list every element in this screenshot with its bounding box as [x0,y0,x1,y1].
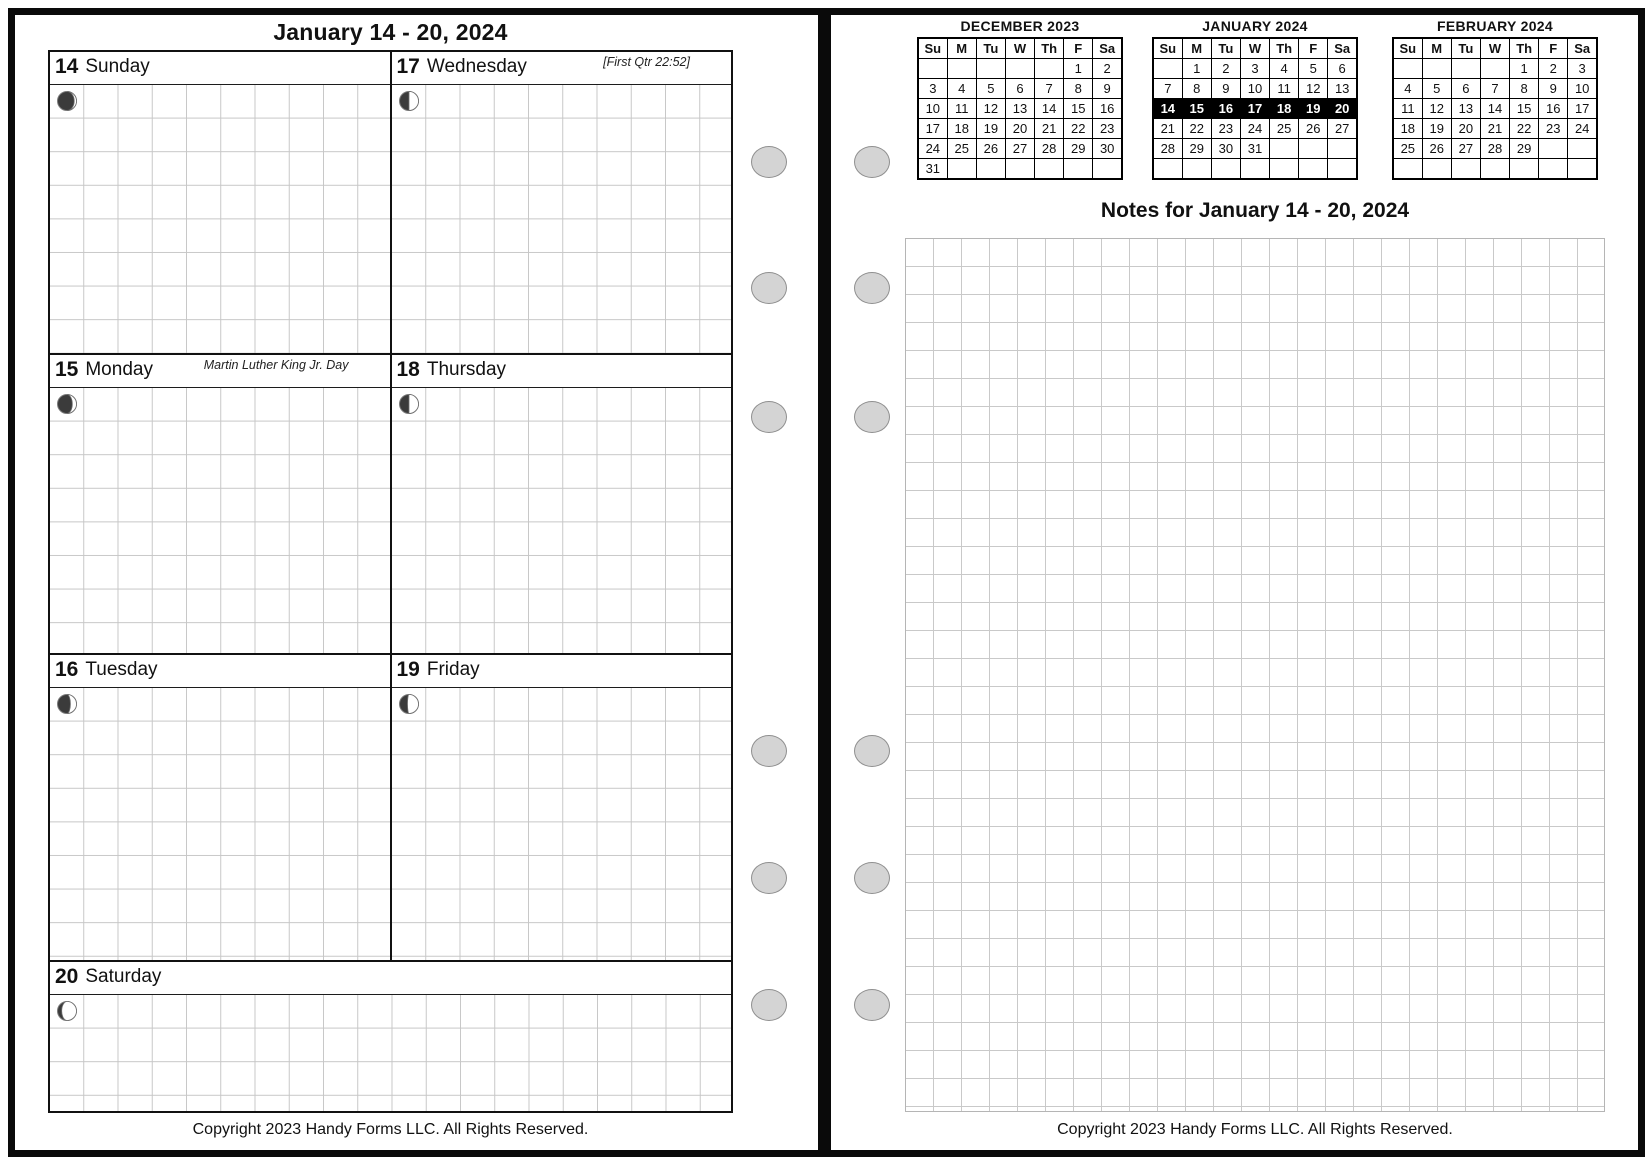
binder-hole-left-6 [751,989,787,1021]
calendar-day-cell [1539,139,1568,159]
week-row [918,139,1122,159]
calendar-day-cell: 11 [947,99,976,119]
calendar-day-cell: 22 [1510,119,1539,139]
calendar-day-cell: 7 [1153,79,1182,99]
day-header [392,655,732,688]
mini-calendar-table [1392,37,1598,180]
mini-calendar-table [917,37,1123,180]
day-number: 17 [396,55,420,78]
day-header [50,962,731,995]
week-row [1393,139,1597,159]
mini-calendar-title: DECEMBER 2023 [960,18,1080,34]
week-title: January 14 - 20, 2024 [273,19,508,45]
day-number: 14 [55,55,79,78]
weekday-header: Th [1035,38,1064,59]
calendar-day-cell: 15 [1064,99,1093,119]
weekday-header: Su [918,38,947,59]
calendar-day-cell: 2 [1093,59,1122,79]
calendar-day-cell: 30 [1093,139,1122,159]
calendar-day-cell: 13 [1005,99,1034,119]
calendar-day-cell: 31 [918,159,947,180]
calendar-day-cell: 22 [1182,119,1211,139]
weekday-header: W [1480,38,1509,59]
calendar-day-cell [1153,59,1182,79]
mini-calendar-december-2023 [917,18,1123,180]
calendar-day-cell [1064,159,1093,180]
week-row [918,79,1122,99]
calendar-day-cell [918,59,947,79]
calendar-day-cell [947,159,976,180]
mini-calendar-february-2024 [1392,18,1598,180]
mini-calendar-january-2024 [1152,18,1358,180]
day-name: Saturday [85,966,162,987]
mini-calendar-title: JANUARY 2024 [1202,18,1308,34]
weekday-header: M [1422,38,1451,59]
day-number: 16 [55,658,79,681]
calendar-day-cell: 6 [1005,79,1034,99]
day-header [50,355,390,388]
calendar-day-cell: 5 [1299,59,1328,79]
binder-hole-right-1 [854,146,890,178]
weekday-header: Sa [1093,38,1122,59]
calendar-day-cell [1299,139,1328,159]
calendar-day-cell [1005,59,1034,79]
binder-hole-right-4 [854,735,890,767]
weekday-header: Sa [1328,38,1357,59]
calendar-day-cell: 1 [1510,59,1539,79]
calendar-day-cell: 21 [1480,119,1509,139]
week-row [1153,79,1357,99]
week-row [918,159,1122,180]
weekday-header: M [1182,38,1211,59]
calendar-day-cell [1153,159,1182,180]
week-row [1153,139,1357,159]
calendar-day-cell: 16 [1093,99,1122,119]
calendar-day-cell: 6 [1328,59,1357,79]
calendar-day-cell: 3 [1568,59,1597,79]
calendar-day-cell: 8 [1182,79,1211,99]
week-row [1393,79,1597,99]
weekly-grid [48,50,733,1113]
week-row [1153,159,1357,180]
calendar-day-cell [1451,159,1480,180]
calendar-day-cell: 23 [1539,119,1568,139]
week-row [918,99,1122,119]
calendar-day-cell: 28 [1480,139,1509,159]
week-row [1153,59,1357,79]
calendar-day-cell [976,59,1005,79]
weekday-header: Su [1393,38,1422,59]
calendar-day-cell: 18 [1270,99,1299,119]
highlighted-week-row [1153,99,1357,119]
week-row [1393,99,1597,119]
day-grid-area [392,688,732,960]
calendar-day-cell: 8 [1064,79,1093,99]
day-header [392,355,732,388]
week-row [1393,59,1597,79]
page-spine-divider [818,15,831,1150]
first-quarter-moon-icon [398,90,420,112]
calendar-day-cell: 28 [1035,139,1064,159]
day-grid-area [392,388,732,653]
calendar-day-cell: 23 [1093,119,1122,139]
calendar-day-cell [1093,159,1122,180]
weekday-header: Tu [1451,38,1480,59]
calendar-day-cell: 6 [1451,79,1480,99]
calendar-day-cell: 29 [1182,139,1211,159]
calendar-day-cell: 3 [1240,59,1269,79]
weekday-header: W [1240,38,1269,59]
binder-hole-right-3 [854,401,890,433]
calendar-day-cell [1182,159,1211,180]
day-cell-17 [390,52,732,353]
calendar-day-cell: 4 [947,79,976,99]
calendar-day-cell: 3 [918,79,947,99]
calendar-day-cell [1328,159,1357,180]
calendar-day-cell: 5 [976,79,1005,99]
calendar-day-cell: 28 [1153,139,1182,159]
calendar-day-cell: 2 [1539,59,1568,79]
calendar-day-cell [1035,59,1064,79]
calendar-day-cell [947,59,976,79]
calendar-day-cell: 19 [976,119,1005,139]
day-name: Monday [85,359,153,380]
calendar-day-cell: 4 [1270,59,1299,79]
calendar-day-cell: 20 [1005,119,1034,139]
calendar-day-cell: 25 [947,139,976,159]
waxing-crescent-moon-icon [56,90,78,112]
weekday-header: Th [1270,38,1299,59]
calendar-day-cell: 19 [1299,99,1328,119]
binder-hole-left-3 [751,401,787,433]
calendar-day-cell [1211,159,1240,180]
calendar-day-cell: 13 [1328,79,1357,99]
day-header [392,52,732,85]
calendar-day-cell: 26 [976,139,1005,159]
weekday-header: Th [1510,38,1539,59]
calendar-day-cell: 11 [1393,99,1422,119]
weekday-header: M [947,38,976,59]
week-row [1153,119,1357,139]
calendar-day-cell: 9 [1211,79,1240,99]
calendar-day-cell: 31 [1240,139,1269,159]
calendar-day-cell: 16 [1211,99,1240,119]
day-grid-area [50,388,390,653]
calendar-day-cell: 19 [1422,119,1451,139]
calendar-day-cell: 10 [1240,79,1269,99]
calendar-day-cell [1422,59,1451,79]
calendar-day-cell [976,159,1005,180]
day-cell-16 [50,655,390,960]
day-grid-area [50,995,731,1111]
day-cell-19 [390,655,732,960]
calendar-day-cell [1480,59,1509,79]
day-cell-18 [390,355,732,653]
calendar-day-cell: 14 [1035,99,1064,119]
day-grid-area [50,688,390,960]
day-name: Wednesday [426,56,527,77]
week-row-4 [50,960,731,1111]
week-row [918,119,1122,139]
calendar-day-cell: 10 [1568,79,1597,99]
waxing-gibbous-moon-icon [398,693,420,715]
day-header [50,52,390,85]
calendar-day-cell: 7 [1480,79,1509,99]
calendar-day-cell: 14 [1480,99,1509,119]
week-row [1393,119,1597,139]
calendar-day-cell: 18 [1393,119,1422,139]
day-number: 20 [55,965,79,988]
mini-calendar-table [1152,37,1358,180]
calendar-day-cell: 21 [1153,119,1182,139]
calendar-day-cell: 29 [1064,139,1093,159]
weekday-header: Su [1153,38,1182,59]
first-quarter-moon-icon [398,393,420,415]
calendar-day-cell: 15 [1510,99,1539,119]
calendar-day-cell: 23 [1211,119,1240,139]
calendar-day-cell: 1 [1064,59,1093,79]
day-cell-14 [50,52,390,353]
calendar-day-cell: 16 [1539,99,1568,119]
calendar-day-cell: 15 [1182,99,1211,119]
calendar-day-cell [1539,159,1568,180]
calendar-day-cell: 27 [1328,119,1357,139]
calendar-day-cell [1270,139,1299,159]
day-number: 19 [396,658,420,681]
day-number: 15 [55,358,79,381]
calendar-day-cell [1299,159,1328,180]
weekday-header: Tu [976,38,1005,59]
calendar-day-cell: 17 [1568,99,1597,119]
week-row-2 [50,353,731,653]
day-name: Tuesday [85,659,158,680]
binder-hole-right-5 [854,862,890,894]
calendar-day-cell [1035,159,1064,180]
weekday-header: Tu [1211,38,1240,59]
calendar-day-cell: 20 [1328,99,1357,119]
planner-spread [8,8,1645,1157]
weekday-header: F [1064,38,1093,59]
calendar-day-cell: 26 [1422,139,1451,159]
day-grid-area [50,85,390,353]
mini-calendar-title: FEBRUARY 2024 [1437,18,1553,34]
calendar-day-cell: 17 [918,119,947,139]
calendar-day-cell: 25 [1393,139,1422,159]
calendar-day-cell: 17 [1240,99,1269,119]
weekday-header: F [1539,38,1568,59]
day-note: Martin Luther King Jr. Day [203,358,349,372]
day-name: Friday [426,659,480,680]
binder-hole-left-5 [751,862,787,894]
calendar-day-cell [1568,159,1597,180]
weekday-header: W [1005,38,1034,59]
copyright-right: Copyright 2023 Handy Forms LLC. All Rights Reserved. [1057,1121,1453,1138]
calendar-day-cell: 8 [1510,79,1539,99]
calendar-day-cell [1480,159,1509,180]
calendar-day-cell: 10 [918,99,947,119]
calendar-day-cell [1393,59,1422,79]
calendar-day-cell: 25 [1270,119,1299,139]
waxing-gibbous-moon-icon [56,1000,78,1022]
week-row-1 [50,52,731,353]
calendar-day-cell [1005,159,1034,180]
day-cell-15 [50,355,390,653]
day-name: Thursday [426,359,507,380]
calendar-day-cell: 14 [1153,99,1182,119]
binder-hole-left-2 [751,272,787,304]
calendar-day-cell: 24 [1240,119,1269,139]
day-cell-20 [50,962,731,1111]
waxing-crescent-moon-icon [56,393,78,415]
week-row [918,59,1122,79]
weekday-header: Sa [1568,38,1597,59]
calendar-day-cell: 5 [1422,79,1451,99]
waxing-crescent-moon-icon [56,693,78,715]
notes-title: Notes for January 14 - 20, 2024 [1100,199,1410,222]
day-header [50,655,390,688]
notes-grid-area [905,238,1605,1112]
calendar-day-cell: 18 [947,119,976,139]
calendar-day-cell [1240,159,1269,180]
day-note: [First Qtr 22:52] [603,55,690,69]
weekday-header: F [1299,38,1328,59]
calendar-day-cell: 26 [1299,119,1328,139]
calendar-day-cell [1510,159,1539,180]
calendar-day-cell: 29 [1510,139,1539,159]
calendar-day-cell: 13 [1451,99,1480,119]
calendar-day-cell [1270,159,1299,180]
calendar-day-cell: 1 [1182,59,1211,79]
calendar-day-cell: 27 [1451,139,1480,159]
binder-hole-right-2 [854,272,890,304]
day-number: 18 [396,358,420,381]
binder-hole-left-1 [751,146,787,178]
calendar-day-cell: 7 [1035,79,1064,99]
calendar-day-cell [1328,139,1357,159]
calendar-day-cell [1393,159,1422,180]
binder-hole-right-6 [854,989,890,1021]
calendar-day-cell: 12 [1299,79,1328,99]
calendar-day-cell: 9 [1539,79,1568,99]
week-row-3 [50,653,731,960]
calendar-day-cell: 20 [1451,119,1480,139]
calendar-day-cell: 24 [918,139,947,159]
calendar-day-cell: 22 [1064,119,1093,139]
calendar-day-cell: 24 [1568,119,1597,139]
copyright-left: Copyright 2023 Handy Forms LLC. All Rights Reserved. [192,1121,589,1138]
calendar-day-cell: 27 [1005,139,1034,159]
calendar-day-cell: 2 [1211,59,1240,79]
calendar-day-cell [1568,139,1597,159]
calendar-day-cell: 30 [1211,139,1240,159]
day-grid-area [392,85,732,353]
binder-hole-left-4 [751,735,787,767]
calendar-day-cell [1451,59,1480,79]
calendar-day-cell: 11 [1270,79,1299,99]
week-row [1393,159,1597,180]
calendar-day-cell: 9 [1093,79,1122,99]
calendar-day-cell: 4 [1393,79,1422,99]
calendar-day-cell: 12 [976,99,1005,119]
calendar-day-cell: 12 [1422,99,1451,119]
day-name: Sunday [85,56,150,77]
calendar-day-cell: 21 [1035,119,1064,139]
calendar-day-cell [1422,159,1451,180]
